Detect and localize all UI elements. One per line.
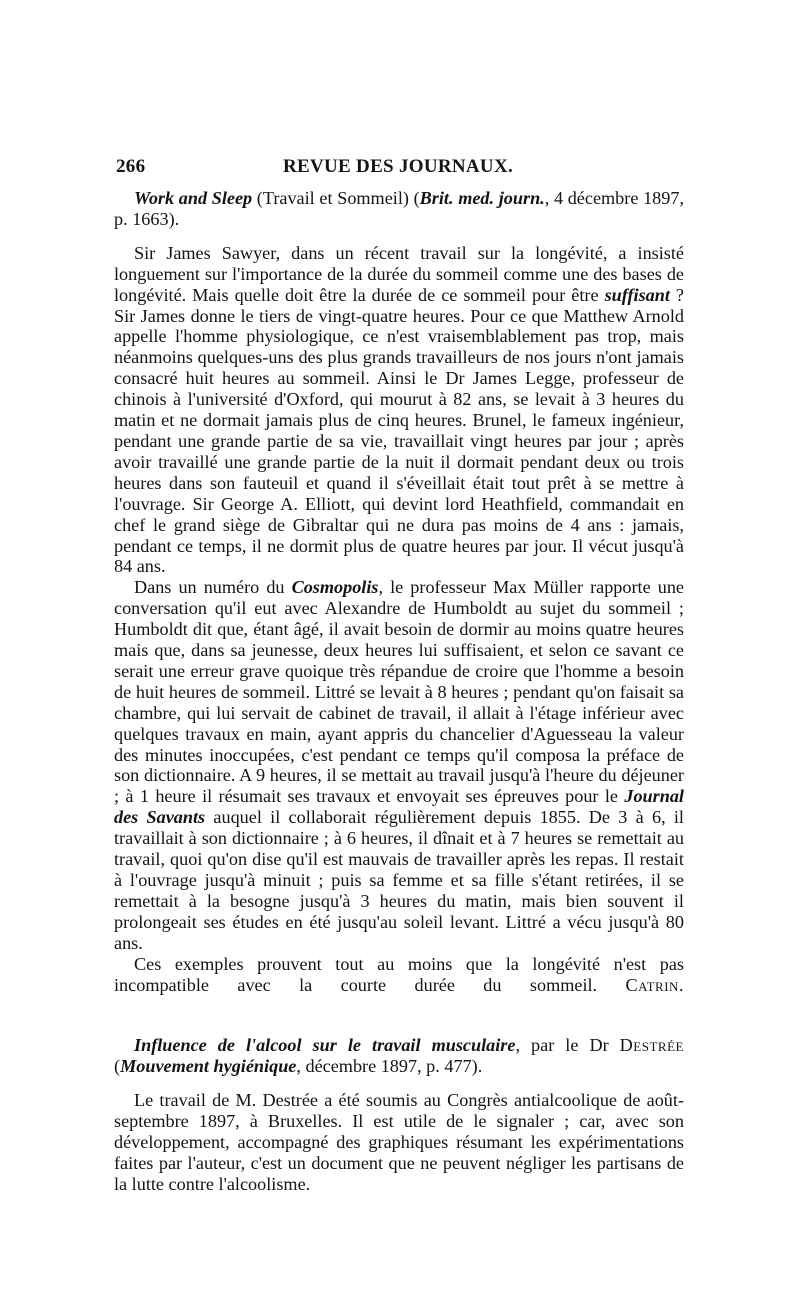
article-1-paragraph-2 xyxy=(114,577,684,953)
spacer xyxy=(114,1077,684,1090)
article-1-journal: Brit. med. journ. xyxy=(419,188,545,208)
article-2-title: Influence de l'alcool sur le travail musculaire xyxy=(134,1035,516,1056)
punctuation: ( xyxy=(114,1056,121,1077)
article-1-citation xyxy=(114,188,684,230)
article-2-paragraph-1 xyxy=(114,1090,684,1195)
article-1-paragraph-3 xyxy=(114,954,684,996)
emphasis-text: Cosmopolis xyxy=(291,577,379,598)
spacer xyxy=(114,995,684,1035)
page-number: 266 xyxy=(116,156,146,177)
article-1-date: , 4 décembre 1897, p. 1663). xyxy=(114,188,684,229)
paragraph-text: , le professeur Max Müller rapporte une conversation qu'il eut avec Alexandre de Humboldt au sujet du sommeil ; Humboldt dit que, étant âgé, il avait besoin de dormir au moins quatre heures mais que, dans sa jeunesse, deux heures lui suffisaient, et selon ce savant ce serait une erreur grave quoique très répandue de croire que l'homme a besoin de huit heures de sommeil. Littré se levait à 8 heures ; pendant qu'on faisait sa chambre, qui lui servait de cabinet de travail, il allait à l'étage inférieur avec quelques travaux en main, ayant appris du chancelier d'Aguesseau la valeur des minutes inoccupées, c'est pendant ce temps qu'il composa la préface de son dictionnaire. A 9 heures, il se mettait au travail jusqu'à l'heure du déjeuner ; à 1 heure il résumait ses travaux et envoyait ses épreuves pour le xyxy=(114,577,684,807)
paragraph-text: ? Sir James donne le tiers de vingt-quatre heures. Pour ce que Matthew Arnold appelle l'homme physiologique, ce n'est vraisemblablement pas trop, mais néanmoins quelques-uns des plus grands travailleurs de nos jours n'ont jamais consacré huit heures au sommeil. Ainsi le Dr James Legge, professeur de chinois à l'université d'Oxford, qui mourut à 82 ans, se levait à 3 heures du matin et ne dormait jamais plus de cinq heures. Brunel, le fameux ingénieur, pendant une grande partie de sa vie, travaillait vingt heures par jour ; après avoir travaillé une grande partie de la nuit il dormait pendant deux ou trois heures dans son fauteuil et quand il s'éveillait était tout prêt à se mettre à l'ouvrage. Sir George A. Elliott, qui devint lord Heathfield, commandait en chef le grand siège de Gibraltar qui ne dura pas moins de 4 ans : jamais, pendant ce temps, il ne dormit plus de quatre heures par jour. Il vécut jusqu'à 84 ans. xyxy=(114,284,685,577)
article-2-citation xyxy=(114,1035,684,1077)
paragraph-text: Dans un numéro du xyxy=(134,577,292,598)
spacer xyxy=(114,230,684,243)
article-2-author: Destrée xyxy=(619,1035,684,1056)
article-1-title-rest: (Travail et Sommeil) ( xyxy=(252,188,420,208)
article-2-date: , décembre 1897, p. 477). xyxy=(296,1056,483,1077)
paragraph-text: auquel il collaborait régulièrement depuis 1855. De 3 à 6, il travaillait à son dictionnaire ; à 6 heures, il dînait et à 7 heures se remettait au travail, quoi qu'on dise qu'il est mauvais de travailler après les repas. Il restait à l'ouvrage jusqu'à minuit ; puis sa femme et sa fille s'étant retirées, il se remettait à la besogne jusqu'à 3 heures du matin, mais bien souvent il prolongeait ses études en été jusqu'au soleil levant. Littré a vécu jusqu'à 80 ans. xyxy=(114,807,684,953)
paragraph-text: Ces exemples prouvent tout au moins que la longévité n'est pas incompatible avec la courte durée du sommeil. xyxy=(114,953,684,995)
author-signature: Catrin. xyxy=(625,974,684,995)
page-header xyxy=(116,156,680,182)
paragraph-text: Sir James Sawyer, dans un récent travail sur la longévité, a insisté longuement sur l'importance de la durée du sommeil comme une des bases de longévité. Mais quelle doit être la durée de ce sommeil pour être xyxy=(114,242,684,305)
article-1-title: Work and Sleep xyxy=(134,188,253,208)
running-title: REVUE DES JOURNAUX. xyxy=(282,156,514,177)
article-1-paragraph-1 xyxy=(114,243,684,578)
article-2-journal: Mouvement hygiénique xyxy=(120,1056,297,1077)
emphasis-text: suffisant xyxy=(604,284,670,305)
paragraph-text: Le travail de M. Destrée a été soumis au Congrès antialcoolique de août-septembre 1897, à Bruxelles. Il est utile de le signaler ; car, avec son développement, accompagné des graphiques résumant les expérimentations faites par l'auteur, c'est un document que ne peuvent négliger les partisans de la lutte contre l'alcoolisme. xyxy=(114,1090,684,1194)
article-2-title-rest: , par le Dr xyxy=(515,1035,620,1056)
emphasis-text: Journal des Savants xyxy=(114,786,684,828)
body-text xyxy=(114,188,684,1195)
